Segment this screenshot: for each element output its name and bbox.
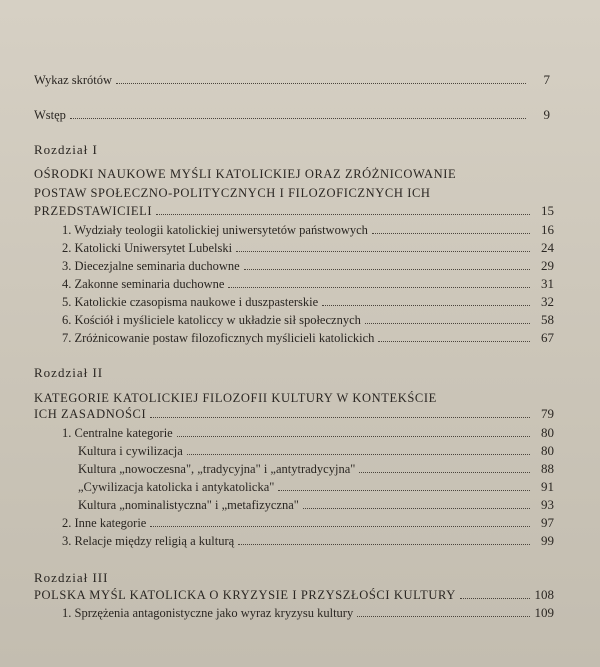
chapter-title-line: POLSKA MYŚL KATOLICKA O KRYZYSIE I PRZYSZŁOŚCI KULTURY: [34, 588, 456, 602]
entry-page: 58: [541, 312, 554, 327]
entry-title: Kultura i cywilizacja: [78, 444, 183, 458]
entry-title: 3. Relacje między religią a kulturą: [62, 534, 235, 548]
toc-entry: [62, 423, 554, 443]
leader-dots: [378, 340, 530, 342]
entry-title: Wstęp: [34, 108, 66, 122]
entry-page: 9: [543, 107, 550, 122]
leader-dots: [228, 286, 530, 288]
entry-page: 16: [541, 222, 554, 237]
toc-entry: [62, 603, 554, 623]
leader-dots: [238, 543, 530, 545]
chapter-title-row: [34, 201, 554, 221]
leader-dots: [244, 268, 530, 270]
entry-title: 6. Kościół i myśliciele katoliccy w układzie sił społecznych: [62, 313, 361, 327]
entry-page: 91: [541, 479, 554, 494]
entry-title: Kultura „nowoczesna", „tradycyjna" i „antytradycyjna": [78, 462, 356, 476]
leader-dots: [116, 82, 526, 84]
entry-page: 67: [541, 330, 554, 345]
toc-entry: [62, 292, 554, 312]
leader-dots: [278, 489, 530, 491]
entry-page: 88: [541, 461, 554, 476]
leader-dots: [365, 322, 530, 324]
toc-entry: [62, 220, 554, 240]
entry-title: 1. Centralne kategorie: [62, 426, 173, 440]
entry-page: 109: [534, 605, 554, 620]
toc-entry: [62, 274, 554, 294]
leader-dots: [236, 250, 530, 252]
chapter-title-row: [34, 585, 554, 605]
toc-entry: [78, 477, 554, 497]
entry-title: 4. Zakonne seminaria duchowne: [62, 277, 225, 291]
leader-dots: [177, 435, 530, 437]
entry-title: Kultura „nominalistyczna" i „metafizyczna": [78, 498, 299, 512]
entry-page: 80: [541, 443, 554, 458]
entry-title: 2. Inne kategorie: [62, 516, 147, 530]
entry-page: 31: [541, 276, 554, 291]
chapter-page: 108: [534, 587, 554, 602]
leader-dots: [359, 471, 530, 473]
entry-page: 7: [543, 72, 550, 87]
entry-title: 2. Katolicki Uniwersytet Lubelski: [62, 241, 233, 255]
toc-entry: [34, 70, 550, 90]
leader-dots: [322, 304, 530, 306]
chapter-page: 79: [541, 406, 554, 421]
leader-dots: [187, 453, 530, 455]
entry-page: 29: [541, 258, 554, 273]
toc-entry: [78, 495, 554, 515]
chapter-title-line: PRZEDSTAWICIELI: [34, 204, 153, 218]
chapter-label: Rozdział I: [34, 142, 98, 157]
leader-dots: [303, 507, 530, 509]
leader-dots: [460, 597, 530, 599]
chapter-title-line: ICH ZASADNOŚCI: [34, 407, 147, 421]
leader-dots: [372, 232, 530, 234]
toc-entry: [62, 328, 554, 348]
chapter-title-line: POSTAW SPOŁECZNO-POLITYCZNYCH I FILOZOFICZNYCH ICH: [34, 186, 431, 200]
leader-dots: [150, 416, 530, 418]
entry-title: 3. Diecezjalne seminaria duchowne: [62, 259, 240, 273]
chapter-title-line: KATEGORIE KATOLICKIEJ FILOZOFII KULTURY W KONTEKŚCIE: [34, 391, 437, 405]
toc-entry: [62, 256, 554, 276]
entry-title: Wykaz skrótów: [34, 73, 113, 87]
leader-dots: [70, 117, 526, 119]
entry-title: „Cywilizacja katolicka i antykatolicka": [78, 480, 275, 494]
entry-page: 32: [541, 294, 554, 309]
entry-page: 24: [541, 240, 554, 255]
leader-dots: [357, 615, 530, 617]
leader-dots: [150, 525, 530, 527]
entry-title: 7. Zróżnicowanie postaw filozoficznych myślicieli katolickich: [62, 331, 375, 345]
toc-entry: [34, 105, 550, 125]
toc-entry: [62, 531, 554, 551]
toc-entry: [78, 459, 554, 479]
toc-entry: [62, 513, 554, 533]
entry-title: 1. Sprzężenia antagonistyczne jako wyraz kryzysu kultury: [62, 606, 354, 620]
chapter-title-line: OŚRODKI NAUKOWE MYŚLI KATOLICKIEJ ORAZ ZRÓŻNICOWANIE: [34, 167, 457, 181]
toc-entry: [78, 441, 554, 461]
entry-page: 93: [541, 497, 554, 512]
toc-entry: [62, 310, 554, 330]
entry-title: 5. Katolickie czasopisma naukowe i duszpasterskie: [62, 295, 319, 309]
entry-page: 97: [541, 515, 554, 530]
chapter-page: 15: [541, 203, 554, 218]
entry-page: 80: [541, 425, 554, 440]
chapter-title-row: [34, 404, 554, 424]
chapter-label: Rozdział III: [34, 570, 109, 585]
toc-entry: [62, 238, 554, 258]
entry-title: 1. Wydziały teologii katolickiej uniwersytetów państwowych: [62, 223, 368, 237]
chapter-label: Rozdział II: [34, 365, 104, 380]
entry-page: 99: [541, 533, 554, 548]
leader-dots: [156, 213, 530, 215]
